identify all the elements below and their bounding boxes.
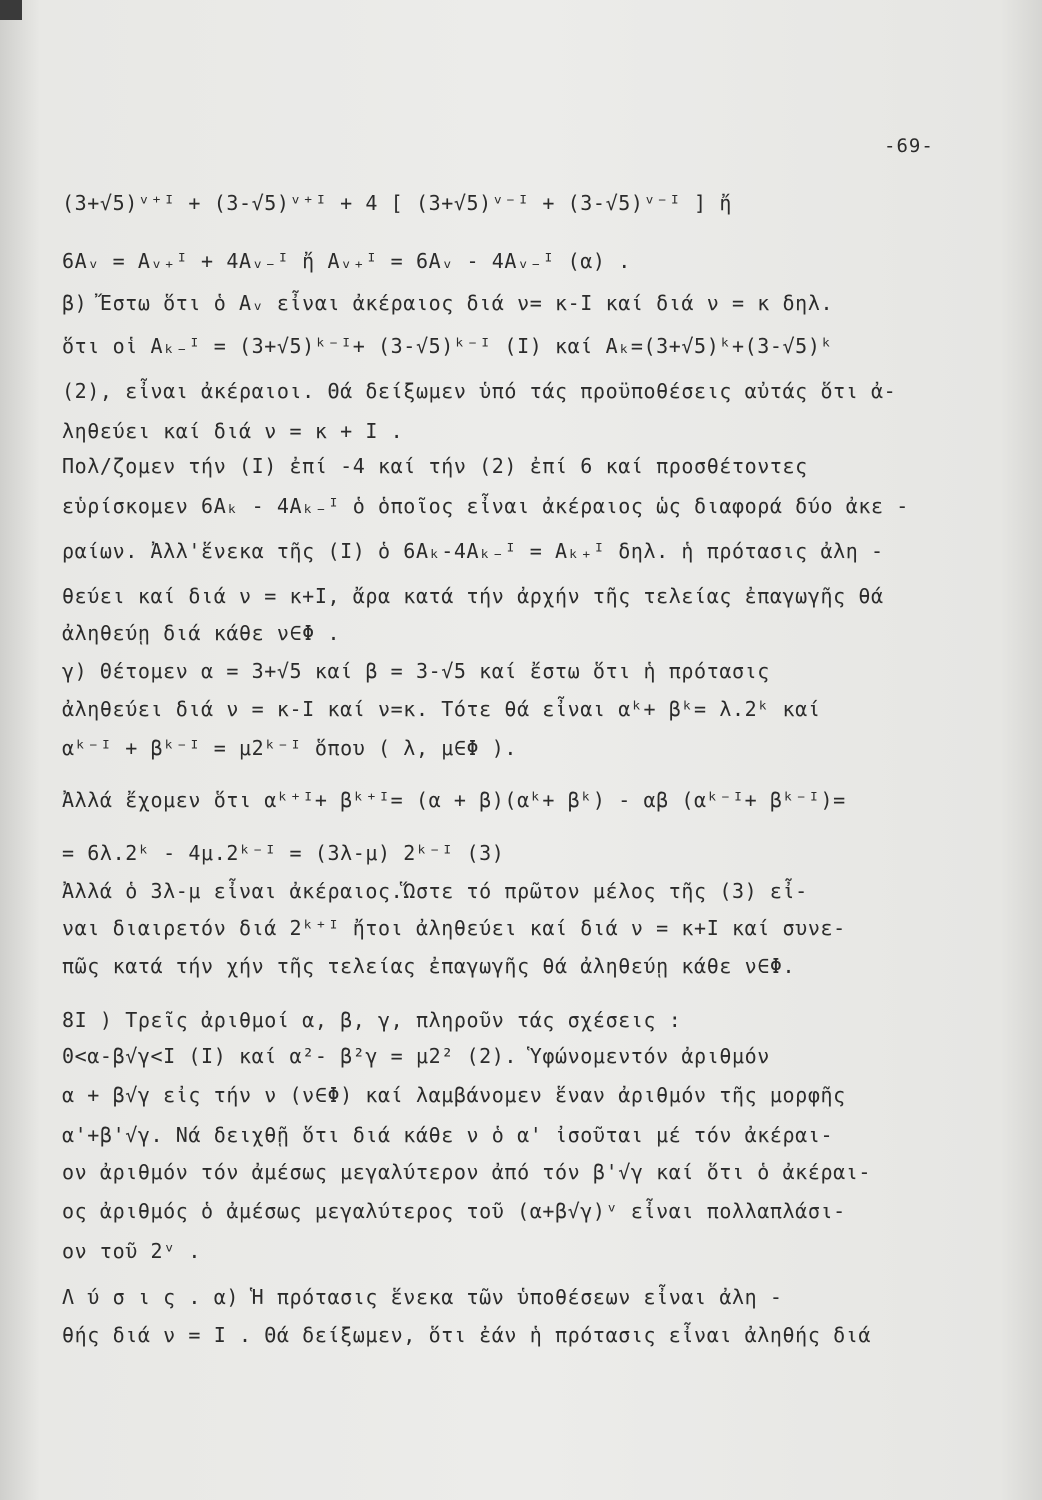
scan-corner-mark bbox=[0, 0, 22, 20]
text-line: ναι διαιρετόν διά 2ᵏ⁺ᴵ ἤτοι ἀληθεύει καί διά ν = κ+Ι καί συνε- bbox=[62, 916, 846, 940]
text-line: Ἀλλά ὁ 3λ-μ εἶναι ἀκέραιος.Ὥστε τό πρῶτον μέλος τῆς (3) εἶ- bbox=[62, 879, 808, 903]
text-line: = 6λ.2ᵏ - 4μ.2ᵏ⁻ᴵ = (3λ-μ) 2ᵏ⁻ᴵ (3) bbox=[62, 841, 505, 865]
text-line: Πολ/ζομεν τήν (Ι) ἐπί -4 καί τήν (2) ἐπί 6 καί προσθέτοντες bbox=[62, 454, 808, 478]
text-line: εὑρίσκομεν 6Aₖ - 4Aₖ₋ᴵ ὁ ὁποῖος εἶναι ἀκέραιος ὡς διαφορά δύο ἀκε - bbox=[62, 494, 909, 518]
text-line: ον τοῦ 2ᵛ . bbox=[62, 1239, 202, 1263]
text-line: ληθεύει καί διά ν = κ + Ι . bbox=[62, 419, 404, 443]
text-line: β) Ἔστω ὅτι ὁ Aᵥ εἶναι ἀκέραιος διά ν= κ-Ι καί διά ν = κ δηλ. bbox=[62, 291, 834, 315]
text-line: ἀληθεύῃ διά κάθε ν∈Φ . bbox=[62, 621, 341, 645]
text-line: αᵏ⁻ᴵ + βᵏ⁻ᴵ = μ2ᵏ⁻ᴵ ὅπου ( λ, μ∈Φ ). bbox=[62, 736, 518, 760]
page-number: -69- bbox=[884, 135, 934, 157]
text-line: α'+β'√γ. Νά δειχθῇ ὅτι διά κάθε ν ὁ α' ἰσοῦται μέ τόν ἀκέραι- bbox=[62, 1123, 834, 1147]
text-line: α + β√γ εἰς τήν ν (ν∈Φ) καί λαμβάνομεν ἕναν ἀριθμόν τῆς μορφῆς bbox=[62, 1083, 846, 1107]
text-line: ον ἀριθμόν τόν ἀμέσως μεγαλύτερον ἀπό τόν β'√γ καί ὅτι ὁ ἀκέραι- bbox=[62, 1160, 872, 1184]
text-line: (3+√5)ᵛ⁺ᴵ + (3-√5)ᵛ⁺ᴵ + 4 [ (3+√5)ᵛ⁻ᴵ + (3-√5)ᵛ⁻ᴵ ] ἤ bbox=[62, 191, 732, 215]
text-line: Ἀλλά ἔχομεν ὅτι αᵏ⁺ᴵ+ βᵏ⁺ᴵ= (α + β)(αᵏ+ βᵏ) - αβ (αᵏ⁻ᴵ+ βᵏ⁻ᴵ)= bbox=[62, 788, 846, 812]
text-line: ὅτι οἱ Aₖ₋ᴵ = (3+√5)ᵏ⁻ᴵ+ (3-√5)ᵏ⁻ᴵ (Ι) καί Aₖ=(3+√5)ᵏ+(3-√5)ᵏ bbox=[62, 334, 834, 358]
text-line: πῶς κατά τήν χήν τῆς τελείας ἐπαγωγῆς θά ἀληθεύῃ κάθε ν∈Φ. bbox=[62, 954, 796, 978]
text-line: 6Aᵥ = Aᵥ₊ᴵ + 4Aᵥ₋ᴵ ἤ Aᵥ₊ᴵ = 6Aᵥ - 4Aᵥ₋ᴵ (α) . bbox=[62, 249, 631, 273]
text-line: θής διά ν = Ι . Θά δείξωμεν, ὅτι ἐάν ἡ πρότασις εἶναι ἀληθής διά bbox=[62, 1323, 872, 1347]
text-line: θεύει καί διά ν = κ+Ι, ἄρα κατά τήν ἀρχήν τῆς τελείας ἐπαγωγῆς θά bbox=[62, 584, 884, 608]
text-line: (2), εἶναι ἀκέραιοι. Θά δείξωμεν ὑπό τάς προϋποθέσεις αὐτάς ὅτι ἀ- bbox=[62, 379, 897, 403]
text-line: ἀληθεύει διά ν = κ-Ι καί ν=κ. Τότε θά εἶναι αᵏ+ βᵏ= λ.2ᵏ καί bbox=[62, 697, 821, 721]
text-line: ος ἀριθμός ὁ ἀμέσως μεγαλύτερος τοῦ (α+β√γ)ᵛ εἶναι πολλαπλάσι- bbox=[62, 1199, 846, 1223]
text-line: γ) Θέτομεν α = 3+√5 καί β = 3-√5 καί ἔστω ὅτι ἡ πρότασις bbox=[62, 659, 770, 683]
text-line: 8Ι ) Τρεῖς ἀριθμοί α, β, γ, πληροῦν τάς σχέσεις : bbox=[62, 1008, 682, 1032]
text-line: Λ ύ σ ι ς . α) Ἡ πρότασις ἕνεκα τῶν ὑποθέσεων εἶναι ἀλη - bbox=[62, 1285, 783, 1309]
text-line: 0<α-β√γ<Ι (Ι) καί α²- β²γ = μ2² (2). Ὑφώνομεντόν ἀριθμόν bbox=[62, 1044, 770, 1068]
text-line: ραίων. Ἀλλ'ἕνεκα τῆς (Ι) ὁ 6Aₖ-4Aₖ₋ᴵ = Aₖ₊ᴵ δηλ. ἡ πρότασις ἀλη - bbox=[62, 539, 884, 563]
